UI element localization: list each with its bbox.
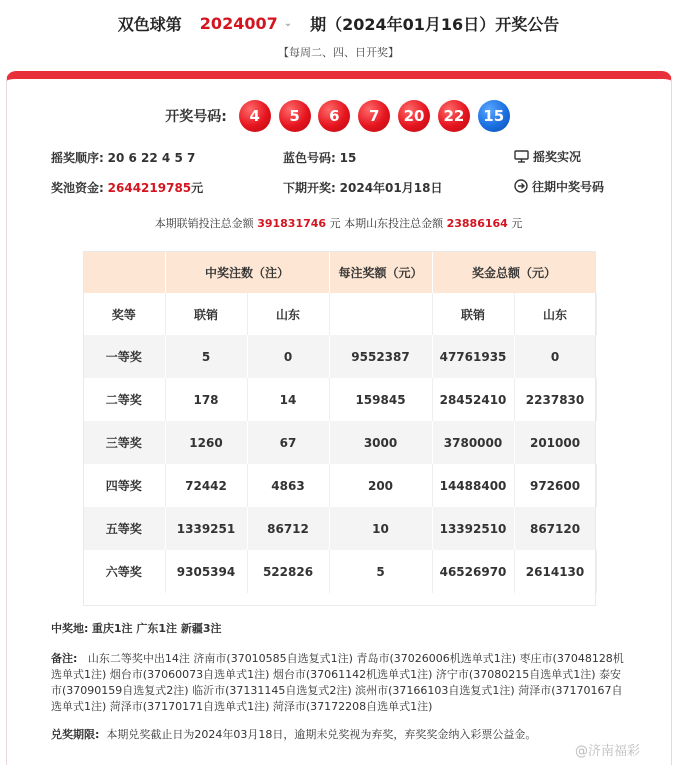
- per-prize: 159845: [329, 378, 432, 421]
- shandong-subheader: 山东: [247, 293, 329, 335]
- count-union: 72442: [165, 464, 247, 507]
- per-prize: 3000: [329, 421, 432, 464]
- total-shandong: 0: [514, 335, 596, 378]
- chevron-down-icon[interactable]: ⌄: [283, 18, 293, 29]
- prize-level: 二等奖: [83, 378, 165, 421]
- draw-order: [51, 149, 195, 166]
- live-draw-link-label: 摇奖实况: [533, 150, 582, 164]
- arrow-circle-icon: [514, 179, 528, 196]
- sales-text-1: 本期联销投注总金额: [154, 217, 254, 230]
- watermark: @济南福彩: [575, 744, 641, 759]
- monitor-icon: [514, 150, 529, 166]
- total-union: 3780000: [432, 421, 514, 464]
- count-shandong: 522826: [247, 550, 329, 593]
- red-ball: 7: [358, 100, 390, 132]
- count-shandong: 4863: [247, 464, 329, 507]
- total-shandong: 201000: [514, 421, 596, 464]
- draw-schedule: 【每周二、四、日开奖】: [278, 46, 399, 59]
- next-draw-date: 2024年01月18日: [339, 181, 443, 195]
- per-prize: 10: [329, 507, 432, 550]
- count-union: 9305394: [165, 550, 247, 593]
- total-sales-value: 391831746: [257, 217, 327, 230]
- prize-pool: [51, 179, 203, 196]
- table-header-cell: [83, 251, 165, 293]
- sales-text-2: 元 本期山东投注总金额: [329, 217, 444, 230]
- red-ball: 22: [438, 100, 470, 132]
- prize-pool-label: 奖池资金:: [51, 181, 104, 195]
- prize-table: [83, 251, 597, 593]
- total-union: 14488400: [432, 464, 514, 507]
- per-prize-header: 每注奖额（元）: [329, 251, 432, 293]
- blue-number-value: 15: [339, 151, 357, 165]
- count-union: 5: [165, 335, 247, 378]
- next-draw-label: 下期开奖:: [283, 181, 336, 195]
- title-suffix: 期（2024年01月16日）开奖公告: [310, 15, 560, 34]
- count-union: 1339251: [165, 507, 247, 550]
- table-header-row: [83, 251, 596, 293]
- count-union: 1260: [165, 421, 247, 464]
- per-prize: 9552387: [329, 335, 432, 378]
- prize-level: 三等奖: [83, 421, 165, 464]
- prize-pool-unit: 元: [191, 181, 204, 195]
- per-prize: 5: [329, 550, 432, 593]
- table-row: [83, 421, 596, 464]
- winning-places: [51, 621, 631, 637]
- total-union: 47761935: [432, 335, 514, 378]
- shandong-sales-value: 23886164: [446, 217, 508, 230]
- history-link[interactable]: [514, 178, 604, 196]
- table-subheader-row: [83, 293, 596, 335]
- table-row: [83, 507, 596, 550]
- count-union: 178: [165, 378, 247, 421]
- table-row: [83, 464, 596, 507]
- total-union: 13392510: [432, 507, 514, 550]
- level-subheader: 奖等: [83, 293, 165, 335]
- live-draw-link[interactable]: [514, 148, 581, 166]
- claim-deadline-label: 兑奖期限:: [51, 728, 100, 741]
- shandong-subheader: 山东: [514, 293, 596, 335]
- union-subheader: 联销: [432, 293, 514, 335]
- blue-ball: 15: [478, 100, 510, 132]
- red-ball: 20: [398, 100, 430, 132]
- prize-pool-value: 2644219785: [107, 181, 192, 195]
- winning-numbers: [0, 100, 677, 132]
- total-shandong: 867120: [514, 507, 596, 550]
- total-prize-header: 奖金总额（元）: [432, 251, 596, 293]
- claim-deadline-value: 本期兑奖截止日为2024年03月18日，逾期未兑奖视为弃奖，弃奖奖金纳入彩票公益金。: [106, 728, 537, 741]
- sales-text-3: 元: [511, 217, 523, 230]
- issue-select[interactable]: 2024007: [199, 14, 278, 33]
- prize-level: 一等奖: [83, 335, 165, 378]
- prize-level: 四等奖: [83, 464, 165, 507]
- table-row: [83, 378, 596, 421]
- count-shandong: 0: [247, 335, 329, 378]
- winning-numbers-label: 开奖号码:: [165, 109, 227, 125]
- count-shandong: 67: [247, 421, 329, 464]
- prize-level: 六等奖: [83, 550, 165, 593]
- table-row: [83, 335, 596, 378]
- remarks-value: 山东二等奖中出14注 济南市(37010585自选复式1注) 青岛市(37026006机选单式1注) 枣庄市(37048128机选单式1注) 烟台市(37060073自选单式1注) 烟台市(37061142机选单式1注) 济宁市(37080215自选单式1注) 泰安市(37090159自选复式2注) 临沂市(37131145自选复式2注) 滨州市(37166103自选复式1注) 菏泽市(37170167自选单式1注) 菏泽市(37170171自选单式1注) 菏泽市(37172208自选单式1注): [51, 652, 624, 713]
- next-draw: [283, 179, 442, 196]
- winner-count-header: 中奖注数（注）: [165, 251, 329, 293]
- title-prefix: 双色球第: [117, 15, 182, 34]
- total-union: 46526970: [432, 550, 514, 593]
- claim-deadline: [51, 727, 631, 743]
- page-title: [0, 12, 677, 38]
- count-shandong: 14: [247, 378, 329, 421]
- prize-level: 五等奖: [83, 507, 165, 550]
- remarks: [51, 651, 631, 715]
- red-ball: 4: [239, 100, 271, 132]
- total-shandong: 972600: [514, 464, 596, 507]
- red-ball: 6: [318, 100, 350, 132]
- table-row: [83, 550, 596, 593]
- red-ball: 5: [279, 100, 311, 132]
- remarks-label: 备注:: [51, 652, 78, 665]
- winning-places-value: 重庆1注 广东1注 新疆3注: [91, 622, 222, 635]
- history-link-label: 往期中奖号码: [532, 180, 605, 194]
- draw-order-value: 20 6 22 4 5 7: [107, 151, 196, 165]
- sales-summary: [0, 215, 677, 231]
- total-shandong: 2237830: [514, 378, 596, 421]
- per-prize: 200: [329, 464, 432, 507]
- blue-number-label: 蓝色号码:: [283, 151, 336, 165]
- draw-order-label: 摇奖顺序:: [51, 151, 104, 165]
- per-prize-subheader: [329, 293, 432, 335]
- winning-places-label: 中奖地:: [51, 622, 89, 635]
- total-union: 28452410: [432, 378, 514, 421]
- count-shandong: 86712: [247, 507, 329, 550]
- total-shandong: 2614130: [514, 550, 596, 593]
- blue-number: [283, 149, 356, 166]
- union-subheader: 联销: [165, 293, 247, 335]
